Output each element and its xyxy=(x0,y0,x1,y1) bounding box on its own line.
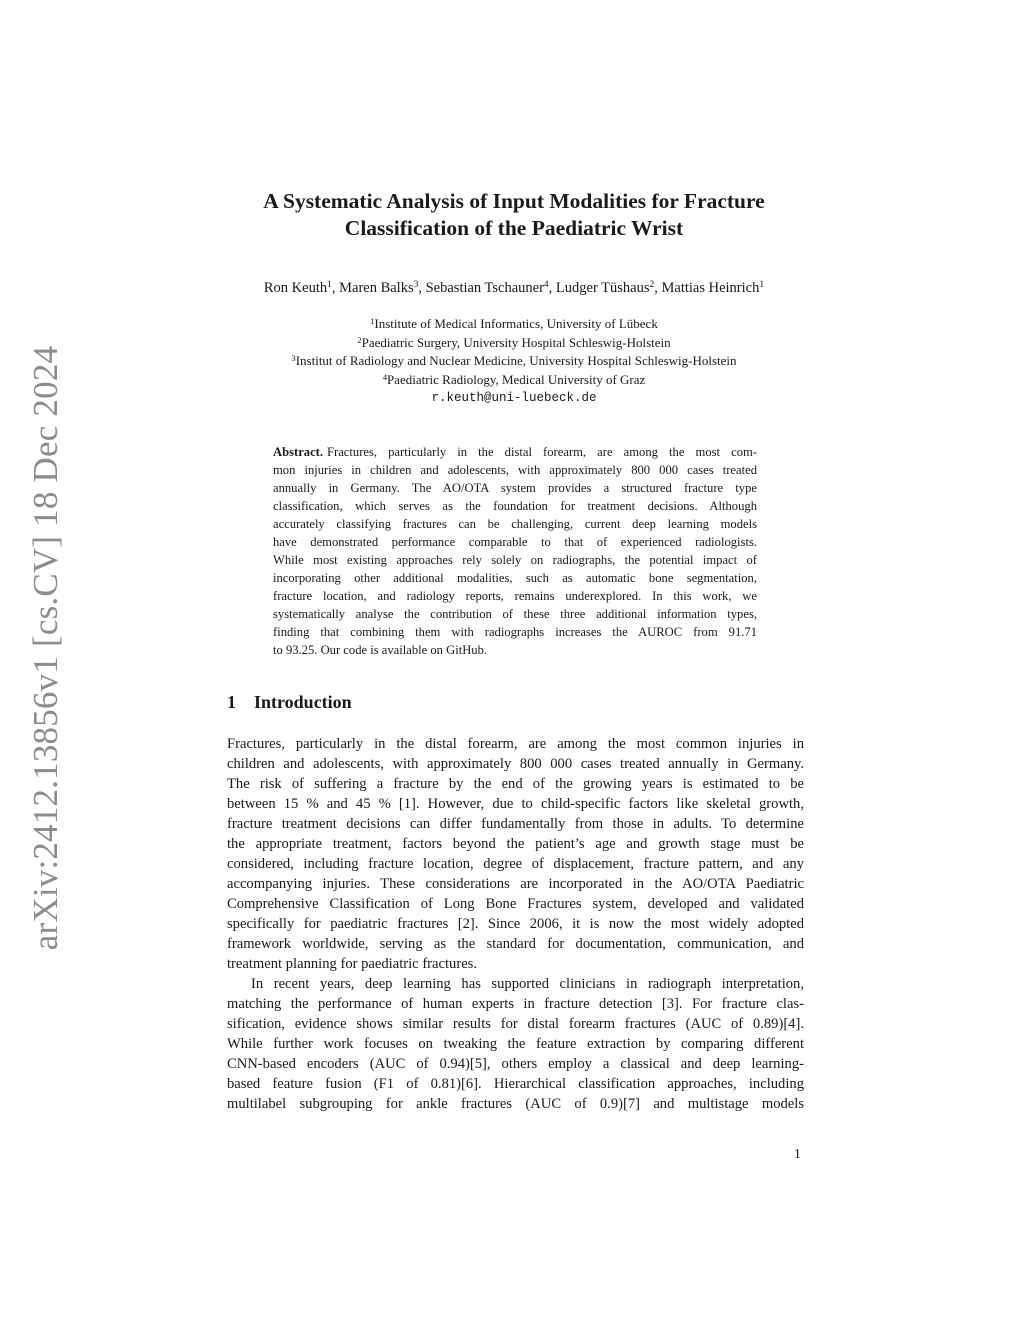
abstract-line-text: Fractures, particularly in the distal forearm, are among the most com- xyxy=(327,445,757,459)
abstract-line: systematically analyse the contribution of these three additional information types, xyxy=(273,607,757,621)
abstract-line: incorporating other additional modalities, such as automatic bone segmentation, xyxy=(273,571,757,585)
arxiv-identifier: arXiv:2412.13856v1 [cs.CV] 18 Dec 2024 xyxy=(26,345,65,951)
paragraph-line: considered, including fracture location, degree of displacement, fracture pattern, and any xyxy=(227,856,804,872)
paragraph-line: In recent years, deep learning has supported clinicians in radiograph interpretation, xyxy=(251,976,804,992)
affiliation xyxy=(160,315,868,334)
paragraph-line: between 15 % and 45 % [1]. However, due to child-specific factors like skeletal growth, xyxy=(227,796,804,812)
abstract-line: finding that combining them with radiographs increases the AUROC from 91.71 xyxy=(273,625,757,639)
author-separator: , xyxy=(418,280,426,296)
affiliations xyxy=(160,315,868,408)
paragraph-line: The risk of suffering a fracture by the end of the growing years is estimated to be xyxy=(227,776,804,792)
abstract-line: accurately classifying fractures can be challenging, current deep learning models xyxy=(273,517,757,531)
affiliation-text: Paediatric Surgery, University Hospital Schleswig-Holstein xyxy=(361,334,671,350)
section-heading xyxy=(227,692,352,713)
affiliation xyxy=(160,352,868,371)
author-name: Ludger Tüshaus xyxy=(555,280,650,296)
paragraph-line: fracture treatment decisions can differ fundamentally from those in adults. To determine xyxy=(227,816,804,832)
affiliation-text: Paediatric Radiology, Medical University of Graz xyxy=(386,371,646,387)
author-affiliation-mark: 2 xyxy=(649,280,655,290)
author-list xyxy=(160,280,868,297)
abstract-line xyxy=(273,443,757,461)
abstract-line: fracture location, and radiology reports, remains underexplored. In this work, we xyxy=(273,589,757,603)
affiliation-mark: 1 xyxy=(370,316,375,326)
author-name: Sebastian Tschauner xyxy=(425,280,544,296)
abstract-line: mon injuries in children and adolescents, with approximately 800 000 cases treated xyxy=(273,463,757,477)
affiliation-text: Institute of Medical Informatics, University of Lübeck xyxy=(374,316,658,331)
section-title: Introduction xyxy=(254,692,352,712)
affiliation xyxy=(160,334,868,353)
title-line: Classification of the Paediatric Wrist xyxy=(344,216,684,240)
author-affiliation-mark: 3 xyxy=(413,280,419,290)
introduction-body xyxy=(227,734,804,1114)
author-name: Mattias Heinrich xyxy=(661,280,760,296)
paragraph-line: framework worldwide, serving as the standard for documentation, communication, and xyxy=(227,936,804,952)
paragraph-line: accompanying injuries. These considerations are incorporated in the AO/OTA Paediatric xyxy=(227,876,804,892)
paragraph-line: While further work focuses on tweaking the feature extraction by comparing different xyxy=(227,1036,804,1052)
paragraph-line: children and adolescents, with approximately 800 000 cases treated annually in Germany. xyxy=(227,756,804,772)
author-affiliation-mark: 4 xyxy=(543,280,549,290)
paper-title xyxy=(200,188,828,242)
author-name: Maren Balks xyxy=(339,280,414,296)
title-line: A Systematic Analysis of Input Modalities for Fracture xyxy=(263,189,765,213)
affiliation-mark: 2 xyxy=(357,334,362,345)
paragraph-line: sification, evidence shows similar results for distal forearm fractures (AUC of 0.89)[4]. xyxy=(227,1016,804,1032)
paragraph-line: Fractures, particularly in the distal forearm, are among the most common injuries in xyxy=(227,736,804,752)
abstract-line: have demonstrated performance comparable to that of experienced radiologists. xyxy=(273,535,757,549)
affiliation-text: Institut of Radiology and Nuclear Medicine, University Hospital Schleswig-Holstein xyxy=(295,353,737,368)
author-separator: , xyxy=(331,280,340,296)
paragraph-line: specifically for paediatric fractures [2]. Since 2006, it is now the most widely adopted xyxy=(227,916,804,932)
abstract-line: to 93.25. Our code is available on GitHub. xyxy=(273,643,488,657)
paragraph-line: based feature fusion (F1 of 0.81)[6]. Hierarchical classification approaches, including xyxy=(227,1076,804,1092)
paragraph-line: matching the performance of human experts in fracture detection [3]. For fracture clas- xyxy=(227,996,804,1012)
author-name: Ron Keuth xyxy=(263,280,328,296)
author-separator: , xyxy=(548,280,556,296)
page-number: 1 xyxy=(794,1146,801,1161)
abstract-label: Abstract. xyxy=(273,445,324,459)
author-affiliation-mark: 1 xyxy=(327,280,332,290)
author-separator: , xyxy=(654,280,662,296)
abstract-line: annually in Germany. The AO/OTA system provides a structured fracture type xyxy=(273,481,757,495)
paragraph-line: multilabel subgrouping for ankle fractures (AUC of 0.9)[7] and multistage models xyxy=(227,1096,804,1112)
author-affiliation-mark: 1 xyxy=(759,280,765,290)
abstract xyxy=(273,443,757,659)
affiliation-mark: 4 xyxy=(382,371,387,382)
abstract-line: While most existing approaches rely solely on radiographs, the potential impact of xyxy=(273,553,757,567)
contact-email[interactable]: r.keuth@uni-luebeck.de xyxy=(431,391,597,405)
abstract-line: classification, which serves as the foundation for treatment decisions. Although xyxy=(273,499,757,513)
paragraph-line: CNN-based encoders (AUC of 0.94)[5], others employ a classical and deep learning- xyxy=(227,1056,804,1072)
affiliation xyxy=(160,371,868,390)
affiliation-mark: 3 xyxy=(291,353,296,363)
section-number: 1 xyxy=(227,692,236,712)
paragraph-line: treatment planning for paediatric fractures. xyxy=(227,956,478,972)
paragraph-line: the appropriate treatment, factors beyond the patient’s age and growth stage must be xyxy=(227,836,804,852)
paragraph-line: Comprehensive Classification of Long Bone Fractures system, developed and validated xyxy=(227,896,804,912)
